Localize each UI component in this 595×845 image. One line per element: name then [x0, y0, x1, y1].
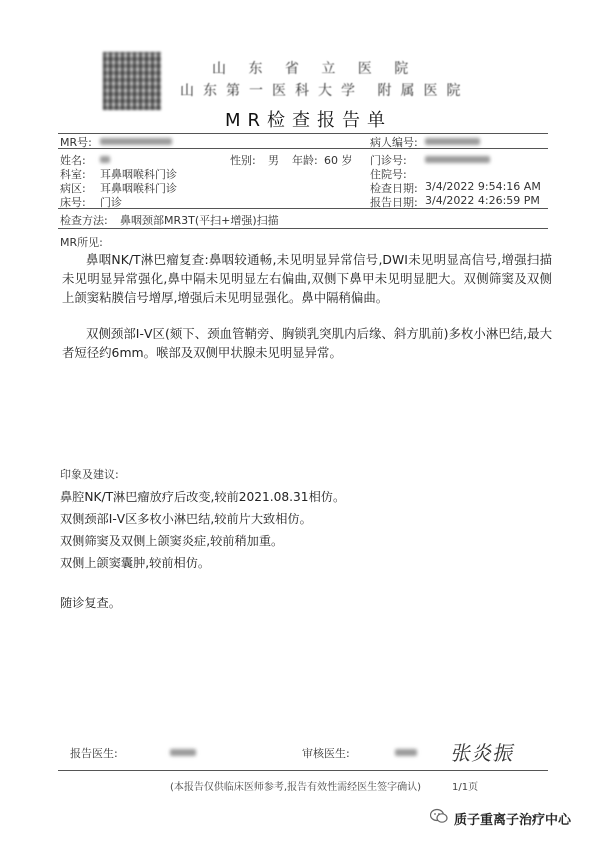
name-redacted: [100, 156, 110, 163]
dept-label: 科室:: [60, 168, 86, 181]
bed2-value: 门诊: [100, 196, 122, 209]
check-date-label: 检查日期:: [370, 182, 418, 195]
age-label: 年龄:: [292, 154, 318, 167]
sex-value: 男: [268, 154, 279, 167]
reviewer-label: 审核医生:: [302, 747, 350, 760]
info-bottom-divider: [58, 208, 548, 209]
dept-value: 耳鼻咽喉科门诊: [100, 168, 177, 181]
source-watermark: [430, 808, 571, 828]
report-date-value: 3/4/2022 4:26:59 PM: [425, 194, 540, 207]
info-divider: [58, 148, 548, 149]
check-date-value: 3/4/2022 9:54:16 AM: [425, 180, 541, 193]
age-value: 60 岁: [324, 154, 353, 167]
method-label: 检查方法:: [60, 214, 108, 227]
page-number: 1/1页: [452, 782, 479, 793]
sex-label: 性别:: [230, 154, 256, 167]
footer-divider: [58, 770, 548, 771]
findings-label: MR所见:: [60, 236, 103, 249]
method-value: 鼻咽颈部MR3T(平扫+增强)扫描: [120, 214, 279, 227]
mr-no-label: MR号:: [60, 136, 92, 149]
reviewer-stamp-redacted: [395, 749, 417, 756]
reporter-signature-redacted: [170, 749, 196, 756]
impression-line-4: 双侧上颌窦囊肿,较前相仿。: [60, 556, 211, 570]
patient-no-redacted: [425, 138, 480, 145]
findings-paragraph-1: 鼻咽NK/T淋巴瘤复查:鼻咽较通畅,未见明显异常信号,DWI未见明显高信号,增强扫描未见明显异常强化,鼻中隔未见明显左右偏曲,双侧下鼻甲未见明显肥大。双侧筛窦及双侧上颌窦粘膜信号增厚,增强后未见明显强化。鼻中隔稍偏曲。: [62, 252, 552, 305]
clinic-no-label: 门诊号:: [370, 154, 407, 167]
disclaimer-note: (本报告仅供临床医师参考,报告有效性需经医生签字确认): [170, 782, 421, 793]
bed-label: 住院号:: [370, 168, 407, 181]
wechat-icon: [430, 808, 448, 828]
hospital-name-line1: 山 东 省 立 医 院: [212, 61, 418, 77]
name-label: 姓名:: [60, 154, 86, 167]
header-divider: [58, 133, 548, 134]
ward-label: 病区:: [60, 182, 86, 195]
ward-value: 耳鼻咽喉科门诊: [100, 182, 177, 195]
method-divider: [58, 228, 548, 229]
qr-code: [103, 52, 161, 110]
watermark-text: 质子重离子治疗中心: [454, 812, 572, 828]
mr-no-redacted: [100, 138, 172, 145]
reviewer-signature: 张炎振: [449, 741, 518, 765]
bed2-label: 床号:: [60, 196, 86, 209]
clinic-no-redacted: [425, 156, 490, 163]
impression-label: 印象及建议:: [60, 468, 119, 481]
impression-line-3: 双侧筛窦及双侧上颌窦炎症,较前稍加重。: [60, 534, 284, 548]
impression-line-2: 双侧颈部Ⅰ-Ⅴ区多枚小淋巴结,较前片大致相仿。: [60, 512, 312, 526]
hospital-name-line2: 山东第一医科大学 附属医院: [180, 83, 470, 99]
impression-line-5: 随诊复查。: [60, 596, 121, 610]
report-date-label: 报告日期:: [370, 196, 418, 209]
patient-no-label: 病人编号:: [370, 136, 418, 149]
impression-line-1: 鼻腔NK/T淋巴瘤放疗后改变,较前2021.08.31相仿。: [60, 490, 346, 504]
reporter-label: 报告医生:: [70, 747, 118, 760]
findings-paragraph-2: 双侧颈部Ⅰ-Ⅴ区(颏下、颈血管鞘旁、胸锁乳突肌内后缘、斜方肌前)多枚小淋巴结,最大者短径约6mm。喉部及双侧甲状腺未见明显异常。: [62, 326, 552, 360]
report-title: MR检查报告单: [225, 110, 393, 131]
